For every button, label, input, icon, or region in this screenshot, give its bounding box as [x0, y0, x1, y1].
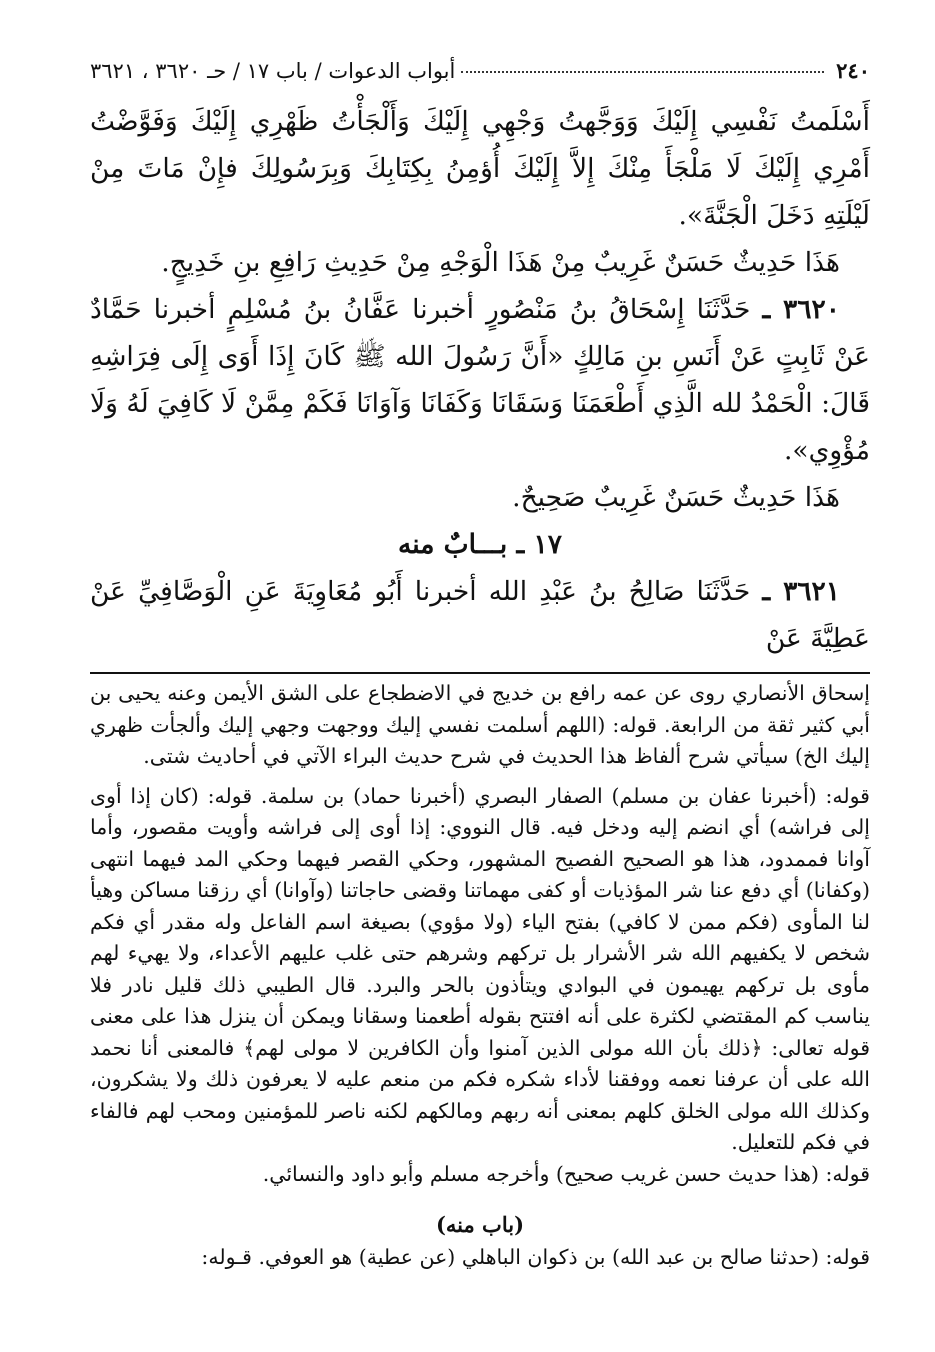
hadith-body: حَدَّثَنَا إِسْحَاقُ بنُ مَنْصُورٍ أخبرنا عَفَّانُ بنُ مُسْلِمٍ أخبرنا حَمَّادٌ عَنْ ثَابِتٍ عَنْ أَنَسِ بنِ مَالِكٍ «أَنَّ رَسُولَ الله ﷺ كَانَ إِذَا أَوَى إِلَى فِرَاشِهِ قَالَ: الْحَمْدُ لله الَّذِي أَطْعَمَنَا وَسَقَانَا وَكَفَانَا وَآوَانَا فَكَمْ مِمَّنْ لَا كَافِيَ لَهُ وَلَا مُؤْوِي».	[90, 294, 870, 466]
chapter-heading: ١٧ ـ بـــابٌ منه	[398, 529, 562, 560]
commentary-paragraph: قوله: (حدثنا صالح بن عبد الله) بن ذكوان الباهلي (عن عطية) هو العوفي. قـوله:	[201, 1245, 870, 1269]
commentary-paragraph: قوله: (هذا حديث حسن غريب صحيح) وأخرجه مسلم وأبو داود والنسائي.	[262, 1161, 870, 1186]
footnote-separator	[90, 672, 870, 674]
running-header	[90, 58, 870, 98]
commentary-paragraph: قوله: (أخبرنا عفان بن مسلم) الصفار البصري (أخبرنا حماد) بن سلمة. قوله: (كان إذا أوى إلى فراشه) أي انضم إليه ودخل فيه. قال النووي: إذا أوى إلى فراشه وأويت مقصور، وأما آوانا فممدود، هذا هو الصحيح الفصيح المشهور، وحكي القصر فيهما وحكي المد فيهما انتهى (وكفانا) أي دفع عنا شر المؤذيات أو كفى مهماتنا وقضى حاجاتنا (وآوانا) أي رزقنا مساكن وهيأ لنا المأوى (فكم ممن لا كافي) بفتح الياء (ولا مؤوي) بصيغة اسم الفاعل وله مقدر أي فكم شخص لا يكفيهم الله شر الأشرار بل تركهم وشرهم حتى غلب عليهم الأعداء، ولا يهيء لهم مأوى بل تركهم يهيمون في البوادي ويتأذون بالحر والبرد. قال الطيبي ذلك قليل نادر فلا يناسب كم المقتضي لكثرة على أنه افتتح بقوله أطعمنا وسقانا ويمكن أن ينزل هذا على معنى قوله تعالى: ﴿ذلك بأن الله مولى الذين آمنوا وأن الكافرين لا مولى لهم﴾ فالمعنى أنا نحمد الله على أن عرفنا نعمه ووفقنا لأداء شكره فكم من منعم عليه لا يعرفون ذلك ولا يشكرون، وكذلك الله مولى الخلق كلهم بمعنى أنه ربهم ومالكهم لكنه ناصر للمؤمنين ومحب لهم فالفاء في فكم للتعليل.	[90, 783, 870, 1154]
hadith-3621	[90, 568, 870, 662]
grading-statement: هَذَا حَدِيثٌ حَسَنٌ غَرِيبٌ صَحِيحٌ.	[512, 482, 840, 513]
hadith-text	[90, 98, 870, 662]
hadith-number: ٣٦٢١ ـ	[762, 576, 840, 607]
book-page	[90, 58, 870, 1312]
hadith-3620	[90, 286, 870, 474]
header-dot-leader	[461, 71, 824, 73]
running-title: أبواب الدعوات / باب ١٧ / حـ ٣٦٢٠ ، ٣٦٢١	[90, 59, 456, 83]
grading-statement: هَذَا حَدِيثٌ حَسَنٌ غَرِيبٌ مِنْ هَذَا الْوَجْهِ مِنْ حَدِيثِ رَافِعِ بنِ خَدِيجٍ.	[161, 247, 840, 278]
page-number: ٢٤٠	[836, 58, 870, 83]
hadith-continuation: أَسْلَمتُ نَفْسِي إِلَيْكَ وَوَجَّهتُ وَجْهِي إِلَيْكَ وَأَلْجَأْتُ ظَهْرِي إِلَيْكَ وَفَوَّضْتُ أَمْرِي إِلَيْكَ لَا مَلْجَأَ مِنْكَ إِلاَّ إِلَيْكَ أُؤمِنُ بِكِتَابِكَ وَبِرَسُولِكَ فإِنْ مَاتَ مِنْ لَيْلَتِهِ دَخَلَ الْجَنَّةَ».	[90, 106, 870, 231]
hadith-number: ٣٦٢٠ ـ	[762, 294, 840, 325]
commentary-sub-heading: (باب منه)	[435, 1212, 525, 1237]
commentary	[90, 678, 870, 1274]
hadith-body: حَدَّثَنَا صَالِحُ بنُ عَبْدِ الله أخبرنا أَبُو مُعَاوِيَةَ عَنِ الْوَصَّافِيِّ عَنْ عَطِيَّةَ عَنْ	[90, 576, 870, 654]
commentary-paragraph: إسحاق الأنصاري روى عن عمه رافع بن خديج في الاضطجاع على الشق الأيمن وعنه يحيى بن أبي كثير ثقة من الرابعة. قوله: (اللهم أسلمت نفسي إليك ووجهت وجهي إليك وألجأت ظهري إليك الخ) سيأتي شرح ألفاظ هذا الحديث في شرح حديث البراء الآتي في أحاديث شتى.	[90, 681, 870, 768]
